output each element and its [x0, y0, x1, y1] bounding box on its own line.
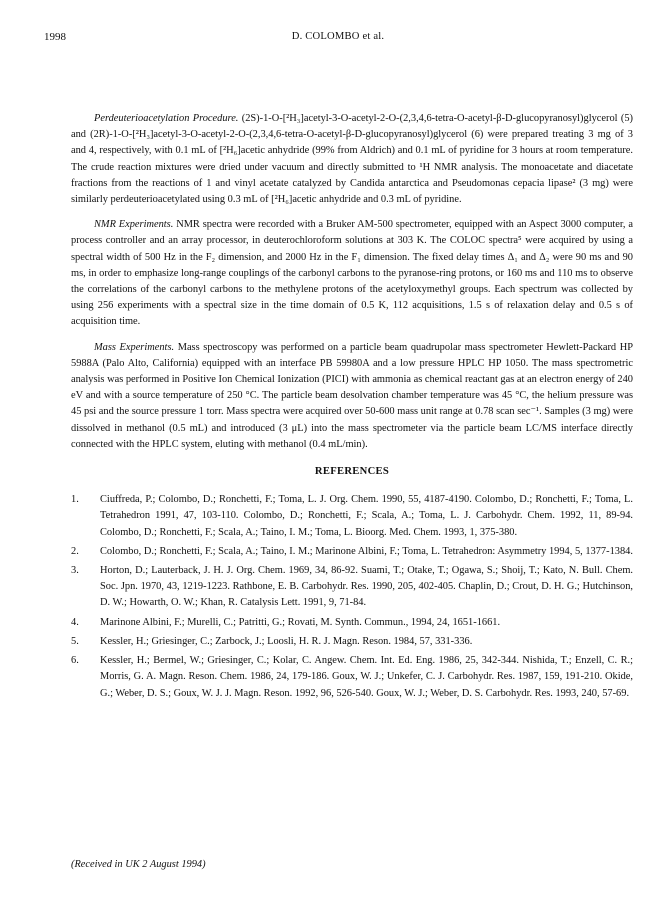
references-heading: REFERENCES: [314, 466, 390, 478]
reference-item: [71, 492, 633, 541]
reference-number: 5.: [71, 635, 79, 647]
reference-item: [71, 563, 633, 612]
reference-number: 3.: [71, 565, 79, 577]
received-date: (Received in UK 2 August 1994): [71, 859, 206, 870]
paragraph-perdeuterioacetylation: [71, 111, 633, 208]
paragraph-text: Mass spectroscopy was performed on a particle beam quadrupolar mass spectrometer Hewlett-Packard HP 5988A (Palo Alto, California) equipped with an interface PB 59980A and a low pressure HPLC HP 1050. The mass spectrometric analysis was performed in Positive Ion Chemical Ionization (PICI) with ammonia as chemical reactant gas at an electron energy of 240 eV and with a source temperature of 250 °C. The particle beam desolvation chamber temperature was 45 °C, the helium pressure was 45 psi and the source pressure 1 torr. Mass spectra were acquired over 50-600 mass unit range at 0.78 scan sec⁻¹. Samples (3 mg) were dissolved in methanol (0.5 mL) and introduced (3 μL) into the mass spectrometer via the particle beam LC/MS interface directly connected with the HPLC system, eluting with methanol (0.4 mL/min).: [71, 341, 633, 450]
reference-item: [71, 653, 633, 702]
page-number: 1998: [44, 31, 66, 43]
paragraph-nmr-experiments: [71, 217, 633, 330]
reference-item: [71, 634, 633, 650]
reference-number: 4.: [71, 616, 79, 628]
paragraph-heading: Mass Experiments.: [94, 341, 175, 353]
reference-number: 1.: [71, 494, 79, 506]
article-body: [71, 111, 633, 705]
reference-item: [71, 544, 633, 560]
reference-list: [71, 492, 633, 701]
reference-text: Ciuffreda, P.; Colombo, D.; Ronchetti, F.; Toma, L. J. Org. Chem. 1990, 55, 4187-4190. Colombo, D.; Ronchetti, F.; Toma, L. Tetrahedron 1991, 47, 103-110. Colombo, D.; Ronchetti, F.; Scala, A.; Toma, L. J. Carbohydr. Chem. 1992, 11, 89-94. Colombo, D.; Ronchetti, F.; Scala, A.; Taino, I. M.; Toma, L. Bioorg. Med. Chem. 1993, 1, 375-380.: [100, 494, 633, 538]
paragraph-heading: Perdeuterioacetylation Procedure.: [94, 113, 239, 124]
reference-text: Horton, D.; Lauterback, J. H. J. Org. Chem. 1969, 34, 86-92. Suami, T.; Otake, T.; Ogawa, S.; Shoij, T.; Kato, N. Bull. Chem. Soc. Jpn. 1970, 43, 1219-1223. Rathbone, E. B. Carbohydr. Res. 1990, 205, 402-405. Chaplin, D.; Crout, D. H. G.; Hutchinson, D. W.; Howarth, O. W.; Khan, R. Catalysis Lett. 1991, 9, 71-84.: [100, 565, 633, 609]
paragraph-heading: NMR Experiments.: [94, 219, 174, 231]
paragraph-text: NMR spectra were recorded with a Bruker AM-500 spectrometer, equipped with an Aspect 3000 computer, a process controller and an array processor, in deuterochloroform solutions at 303 K. The COLOC spectra⁵ were acquired by using a spectral width of 500 Hz in the F₂ dimension, and 2000 Hz in the F₁ dimension. The fixed delay times Δ₁ and Δ₂ were 90 ms and 90 ms, in order to emphasize long-range couplings of the carbonyl carbons to the pyranose-ring protons, or 160 ms and 110 ms to observe the correlations of the carbonyl carbons to the methylene protons of the acetyloxymethyl groups. Each spectrum was collected by using 256 experiments with a spectral size in the time domain of 0.5 K, 112 acquisitions, 1.5 s of relaxation delay and 0.5 s of acquisition time.: [71, 219, 633, 328]
reference-number: 2.: [71, 545, 79, 557]
paragraph-mass-experiments: [71, 340, 633, 453]
reference-number: 6.: [71, 655, 79, 667]
running-head: D. COLOMBO et al.: [291, 31, 385, 42]
reference-item: [71, 615, 633, 631]
reference-text: Kessler, H.; Griesinger, C.; Zarbock, J.; Loosli, H. R. J. Magn. Reson. 1984, 57, 331-336.: [100, 635, 473, 647]
paragraph-text: (2S)-1-O-[²H₃]acetyl-3-O-acetyl-2-O-(2,3,4,6-tetra-O-acetyl-β-D-glucopyranosyl)glycerol (5) and (2R)-1-O-[²H₃]acetyl-3-O-acetyl-2-O-(2,3,4,6-tetra-O-acetyl-β-D-glucopyranosyl)glycerol (6) were prepared treating 3 mg of 3 and 4, respectively, with 0.1 mL of [²H₆]acetic anhydride (99% from Aldrich) and 0.1 mL of pyridine for 3 hours at room temperature. The crude reaction mixtures were dried under vacuum and directly submitted to ¹H NMR analysis. The monoacetate and diacetate fractions from the reactions of 1 and vinyl acetate catalyzed by Candida antarctica and Pseudomonas cepacia lipase² (3 mg) were similarly perdeuterioacetylated using 0.3 mL of [²H₆]acetic anhydride and 0.3 mL of pyridine.: [71, 113, 633, 206]
page-header: [44, 29, 632, 45]
reference-text: Kessler, H.; Bermel, W.; Griesinger, C.; Kolar, C. Angew. Chem. Int. Ed. Eng. 1986, 25, 342-344. Nishida, T.; Enzell, C. R.; Morris, G. A. Magn. Reson. Chem. 1986, 24, 179-186. Goux, W. J.; Unkefer, C. J. Carbohydr. Res. 1987, 159, 191-210. Okide, G.; Weber, D. S.; Goux, W. J. J. Magn. Reson. 1992, 96, 526-540. Goux, W. J.; Weber, D. S. Carbohydr. Res. 1993, 240, 57-69.: [100, 655, 633, 699]
reference-text: Colombo, D.; Ronchetti, F.; Scala, A.; Taino, I. M.; Marinone Albini, F.; Toma, L. Tetrahedron: Asymmetry 1994, 5, 1377-1384.: [100, 545, 633, 557]
reference-text: Marinone Albini, F.; Murelli, C.; Patritti, G.; Rovati, M. Synth. Commun., 1994, 24, 1651-1661.: [100, 616, 501, 628]
